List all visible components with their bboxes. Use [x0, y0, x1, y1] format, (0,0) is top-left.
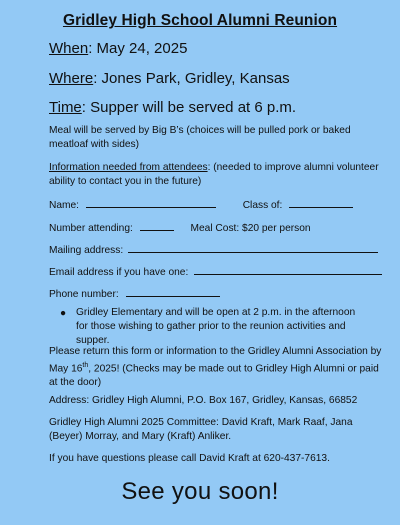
info-label: Information needed from attendees [49, 162, 208, 173]
committee-line-2: (Beyer) Morray, and Mary (Kraft) Anliker. [49, 431, 232, 442]
email-field[interactable] [194, 265, 382, 275]
email-row [49, 265, 382, 280]
where-row [49, 70, 290, 87]
time-row [49, 99, 296, 116]
bullet-icon: ● [60, 308, 67, 319]
info-line-2: ability to contact you in the future) [49, 176, 202, 187]
where-value: : Jones Park, Gridley, Kansas [93, 70, 290, 87]
class-label: Class of: [242, 200, 283, 211]
time-label: Time [49, 99, 82, 116]
when-value: : May 24, 2025 [88, 40, 188, 57]
number-row [49, 221, 311, 236]
info-rest: : (needed to improve alumni volunteer [207, 162, 379, 173]
return-line-3: at the door) [49, 377, 102, 389]
when-row [49, 40, 187, 57]
return-line-2a: May 16 [49, 363, 83, 375]
name-field[interactable] [86, 198, 216, 208]
return-line-2-sup: th [82, 362, 89, 369]
name-row [49, 198, 353, 213]
phone-label: Phone number: [49, 289, 119, 300]
closing-message: See you soon! [121, 478, 279, 505]
phone-row [49, 287, 220, 302]
address: Address: Gridley High Alumni, P.O. Box 167, Gridley, Kansas, 66852 [49, 395, 358, 406]
page-title: Gridley High School Alumni Reunion [62, 12, 338, 29]
when-label: When [49, 40, 89, 57]
where-label: Where [49, 70, 94, 87]
bullet-text: Gridley Elementary and will be open at 2 p.m. in the afternoon for those wishing to gather prior to the reunion activities and supper. [76, 307, 356, 346]
number-field[interactable] [140, 221, 174, 231]
return-line-1: Please return this form or information to the Gridley Alumni Association by [49, 346, 382, 357]
questions-line: If you have questions please call David Kraft at 620-437-7613. [49, 453, 330, 464]
return-line-2b: , 2025! (Checks may be made out to Gridley High Alumni or paid [88, 363, 379, 375]
name-label: Name: [49, 200, 80, 211]
meal-line-1: Meal will be served by Big B’s (choices will be pulled pork or baked [49, 125, 351, 136]
phone-field[interactable] [126, 287, 220, 297]
email-label: Email address if you have one: [49, 267, 189, 278]
return-paragraph [49, 345, 381, 390]
mailing-label: Mailing address: [49, 245, 124, 256]
mailing-field[interactable] [128, 243, 378, 253]
class-field[interactable] [289, 198, 353, 208]
committee-paragraph [49, 416, 353, 444]
time-value: : Supper will be served at 6 p.m. [81, 99, 297, 116]
committee-line-1: Gridley High Alumni 2025 Committee: David Kraft, Mark Raaf, Jana [49, 417, 353, 428]
meal-paragraph [49, 124, 351, 152]
info-paragraph [49, 161, 379, 189]
meal-cost: Meal Cost: $20 per person [190, 223, 311, 234]
number-label: Number attending: [49, 223, 133, 234]
mailing-row [49, 243, 378, 258]
meal-line-2: meatloaf with sides) [49, 139, 140, 150]
